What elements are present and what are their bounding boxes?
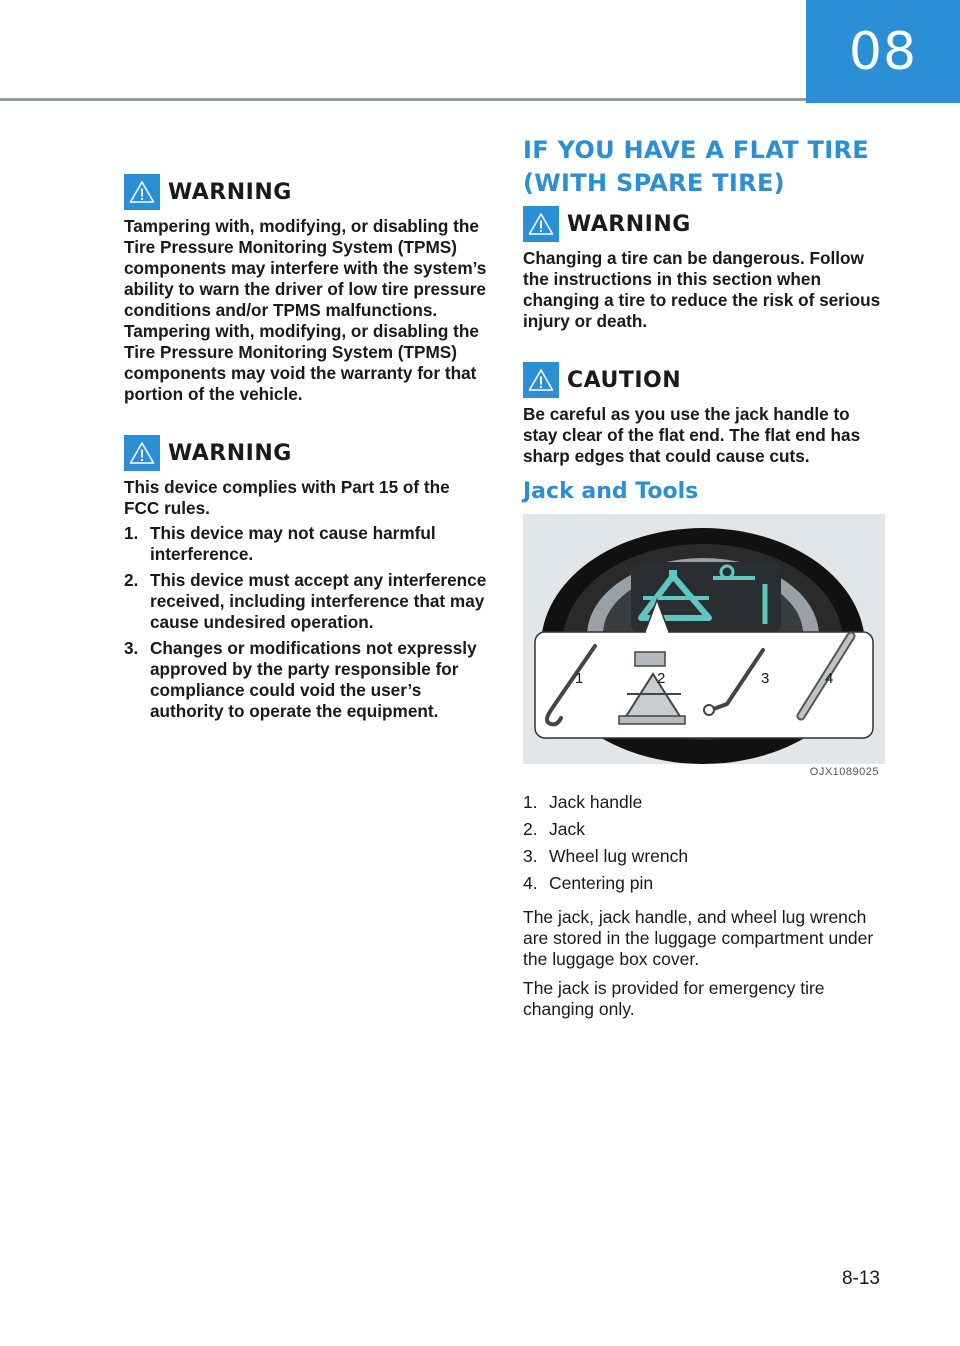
spare-tire-illustration — [523, 514, 885, 764]
warning-text: Changing a tire can be dangerous. Follow the instructions in this section when changing a tire to reduce the risk of serious injury or death. — [523, 248, 881, 331]
section-title: IF YOU HAVE A FLAT TIRE (WITH SPARE TIRE) — [523, 136, 869, 197]
callout-1: 1 — [575, 670, 584, 687]
warning-text: Tampering with, modifying, or disabling the Tire Pressure Monitoring System (TPMS) components may interfere with the system’s ability to warn the driver of low tire pressure conditions and/or TPMS malfunctions. Tampering with, modifying, or disabling the Tire Pressure Monitoring System (TPMS) components may void the warranty for that portion of the vehicle. — [124, 216, 487, 404]
warning-label: WARNING — [567, 211, 691, 237]
list-item: 2. This device must accept any interference received, including interference that may cause undesired operation. — [124, 570, 487, 632]
warning-tpms — [124, 172, 488, 405]
jack-tools-figure — [523, 514, 885, 764]
caution-jack-handle — [523, 360, 887, 467]
list-item: 4. Centering pin — [523, 873, 654, 893]
list-item: 2. Jack — [523, 819, 585, 839]
header-rule — [0, 98, 806, 101]
warning-label: WARNING — [168, 179, 292, 205]
list-item: 1. Jack handle — [523, 792, 643, 812]
warning-fcc — [124, 433, 488, 722]
warning-label: WARNING — [168, 440, 292, 466]
warning-triangle-icon — [124, 435, 160, 471]
warning-tire-change — [523, 204, 887, 332]
warning-triangle-icon — [523, 206, 559, 242]
figure-code: OJX1089025 — [809, 766, 879, 778]
warning-triangle-icon — [523, 362, 559, 398]
subsection-title: Jack and Tools — [523, 479, 699, 504]
chapter-tab — [806, 0, 960, 103]
warning-triangle-icon — [124, 174, 160, 210]
fcc-intro: This device complies with Part 15 of the FCC rules. — [124, 477, 450, 518]
chapter-number: 08 — [848, 21, 918, 82]
tool-list — [523, 792, 887, 893]
caution-text: Be careful as you use the jack handle to stay clear of the flat end. The flat end has sharp edges that could cause cuts. — [523, 404, 861, 466]
callout-4: 4 — [825, 670, 834, 687]
list-item: 3. Changes or modifications not expressly approved by the party responsible for compliance could void the user’s authority to operate the equipment. — [124, 638, 477, 721]
caution-label: CAUTION — [567, 367, 682, 393]
callout-3: 3 — [761, 670, 770, 687]
list-item: 1. This device may not cause harmful interference. — [124, 523, 436, 564]
left-column — [124, 172, 488, 727]
callout-2: 2 — [657, 670, 666, 687]
storage-paragraph: The jack, jack handle, and wheel lug wrench are stored in the luggage compartment under the luggage box cover. — [523, 907, 874, 969]
emergency-paragraph: The jack is provided for emergency tire changing only. — [523, 978, 825, 1019]
right-column — [523, 134, 887, 1020]
list-item: 3. Wheel lug wrench — [523, 846, 689, 866]
fcc-list — [124, 523, 488, 722]
page-number: 8-13 — [841, 1268, 880, 1289]
